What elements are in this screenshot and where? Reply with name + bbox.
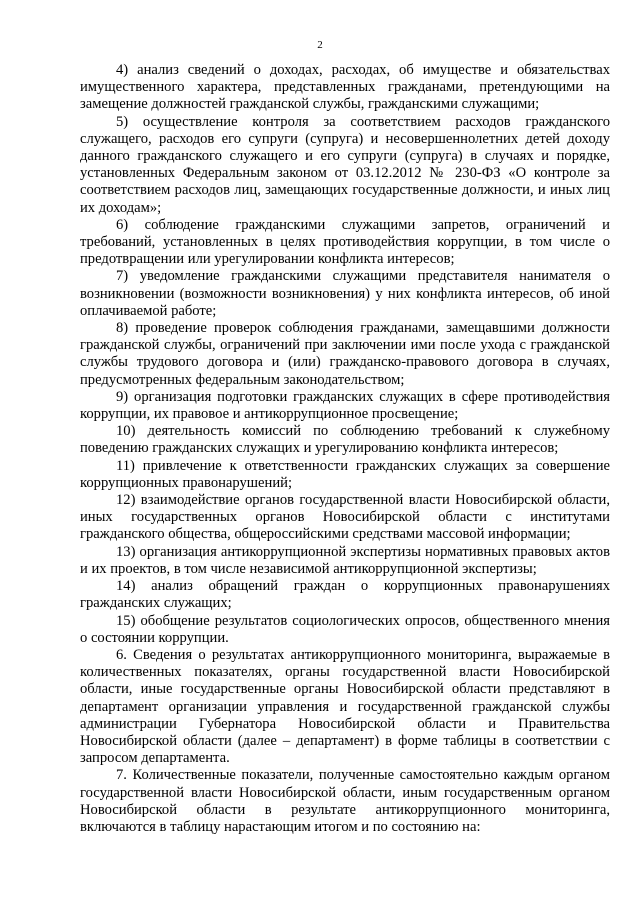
paragraph-item-13: 13) организация антикоррупционной экспертизы нормативных правовых актов и их проектов, в том числе независимой антикоррупционной экспертизы; [80, 543, 610, 577]
paragraph-item-10: 10) деятельность комиссий по соблюдению требований к служебному поведению гражданских служащих и урегулированию конфликта интересов; [80, 423, 610, 457]
paragraph-item-9: 9) организация подготовки гражданских служащих в сфере противодействия коррупции, их правовое и антикоррупционное просвещение; [80, 388, 610, 423]
paragraph-item-5: 5) осуществление контроля за соответствием расходов гражданского служащего, расходов его супруги (супруга) и несовершеннолетних детей доходу данного гражданского служащего и его супруги (супруга) в случаях и порядке, установленных Федеральным законом от 03.12.2012 № 230-ФЗ «О контроле за соответствием расходов лиц, замещающих государственные должности, и иных лиц их доходам»; [80, 113, 610, 216]
document-body [80, 62, 610, 836]
page-number: 2 [317, 39, 323, 51]
paragraph-item-7: 7) уведомление гражданскими служащими представителя нанимателя о возникновении (возможности возникновения) у них конфликта интересов, об иной оплачиваемой работе; [80, 268, 610, 319]
paragraph-item-11: 11) привлечение к ответственности гражданских служащих за совершение коррупционных правонарушений; [80, 457, 610, 491]
paragraph-item-15: 15) обобщение результатов социологических опросов, общественного мнения о состоянии коррупции. [80, 612, 610, 646]
paragraph-item-4: 4) анализ сведений о доходах, расходах, об имуществе и обязательствах имущественного характера, представленных гражданами, претендующими на замещение должностей гражданской службы, гражданскими служащими; [80, 62, 610, 113]
paragraph-item-14: 14) анализ обращений граждан о коррупционных правонарушениях гражданских служащих; [80, 578, 610, 612]
section-6-paragraph: 6. Сведения о результатах антикоррупционного мониторинга, выражаемые в количественных показателях, органы государственной власти Новосибирской области, иные государственные органы Новосибирской области представляют в департамент организации управления и государственной гражданской службы администрации Губернатора Новосибирской области и Правительства Новосибирской области (далее – департамент) в форме таблицы в соответствии с запросом департамента. [80, 646, 610, 767]
paragraph-item-8: 8) проведение проверок соблюдения гражданами, замещавшими должности гражданской службы, ограничений при заключении ими после ухода с гражданской службы трудового договора и (или) гражданско-правового договора в случаях, предусмотренных федеральным законодательством; [80, 320, 610, 388]
paragraph-item-6: 6) соблюдение гражданскими служащими запретов, ограничений и требований, установленных в целях противодействия коррупции, в том числе о предотвращении или урегулировании конфликта интересов; [80, 216, 610, 268]
section-7-paragraph: 7. Количественные показатели, полученные самостоятельно каждым органом государственной власти Новосибирской области, иным государственным органом Новосибирской области в результате антикоррупционного мониторинга, включаются в таблицу нарастающим итогом и по состоянию на: [80, 767, 610, 835]
paragraph-item-12: 12) взаимодействие органов государственной власти Новосибирской области, иных государственных органов Новосибирской области с институтами гражданского общества, общероссийскими средствами массовой информации; [80, 492, 610, 543]
